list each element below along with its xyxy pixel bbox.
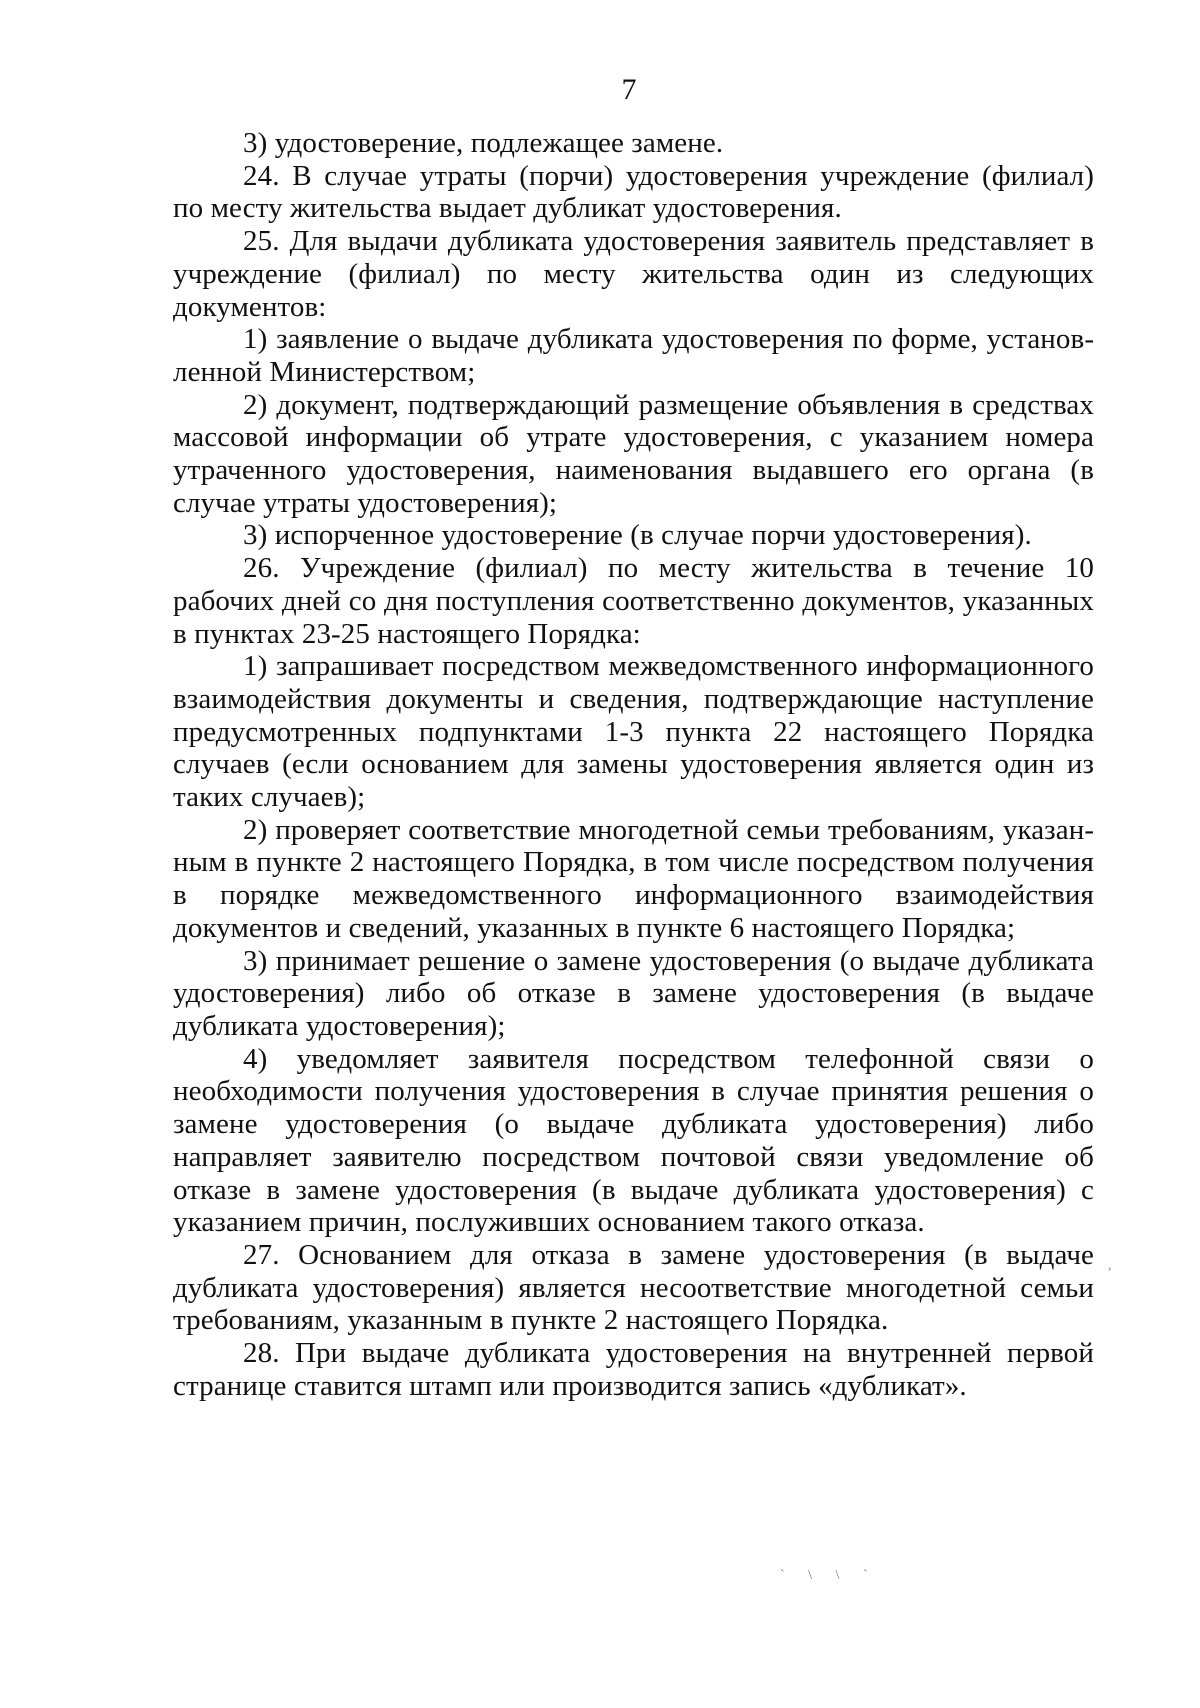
paragraph-26-item-4: 4) уведомляет заявителя посредством телефонной связи о необходимости получения удостоверения в случае принятия решения о замене удостоверения (о выдаче дубликата удостоверения) либо направляет заявителю посредством почтовой связи уведомление об отказе в замене удостоверения (в выдаче дубликата удостоверения) с указанием причин, послуживших основанием такого отказа.	[173, 1042, 1094, 1239]
paragraph-25-item-2: 2) документ, подтверждающий размещение объявления в средствах массовой информации об утрате удостоверения, с указанием номера утраченного удостоверения, наименования выдавшего его органа (в случае утраты удостоверения);	[173, 388, 1094, 519]
paragraph-28: 28. При выдаче дубликата удостоверения на внутренней первой странице ставится штамп или производится запись «дубликат».	[173, 1337, 1094, 1402]
paragraph-26-item-3: 3) принимает решение о замене удостоверения (о выдаче дубликата удостоверения) либо об отказе в замене удостоверения (в выдаче дубликата удостоверения);	[173, 944, 1094, 1042]
scan-speck: ,	[1108, 1258, 1112, 1273]
page-number: 7	[621, 73, 637, 106]
paragraph-26: 26. Учреждение (филиал) по месту жительства в течение 10 рабочих дней со дня поступления соответственно документов, указанных в пунктах 23-25 настоящего Порядка:	[173, 552, 1094, 650]
paragraph-26-item-1: 1) запрашивает посредством межведомственного информационного взаимодействия документы и сведения, подтверждающие наступление предусмотренных подпунктами 1-3 пункта 22 настоящего Порядка случаев (если основанием для замены удостоверения является один из таких случаев);	[173, 650, 1094, 814]
paragraph-24: 24. В случае утраты (порчи) удостоверения учреждение (филиал) по месту жительства выдает дубликат удостоверения.	[173, 159, 1094, 225]
paragraph-item-3-replaced-certificate: 3) удостоверение, подлежащее замене.	[243, 127, 724, 159]
paragraph-27: 27. Основанием для отказа в замене удостоверения (в выдаче дубликата удостоверения) является несоответствие многодетной семьи требованиям, указанным в пункте 2 настоящего Порядка.	[173, 1238, 1094, 1337]
paragraph-25-item-1: 1) заявление о выдаче дубликата удостоверения по форме, установленной Министерством;	[173, 323, 1094, 388]
scan-specks: ` \ \ `	[780, 1568, 878, 1583]
document-body	[173, 127, 1094, 1402]
paragraph-25: 25. Для выдачи дубликата удостоверения заявитель представляет в учреждение (филиал) по месту жительства один из следующих документов:	[173, 225, 1094, 323]
paragraph-26-item-2: 2) проверяет соответствие многодетной семьи требованиям, указанным в пункте 2 настоящего Порядка, в том числе посредством получения в порядке межведомственного информационного взаимодействия документов и сведений, указанных в пункте 6 настоящего Порядка;	[173, 813, 1094, 944]
paragraph-25-item-3: 3) испорченное удостоверение (в случае порчи удостоверения).	[243, 519, 1032, 552]
